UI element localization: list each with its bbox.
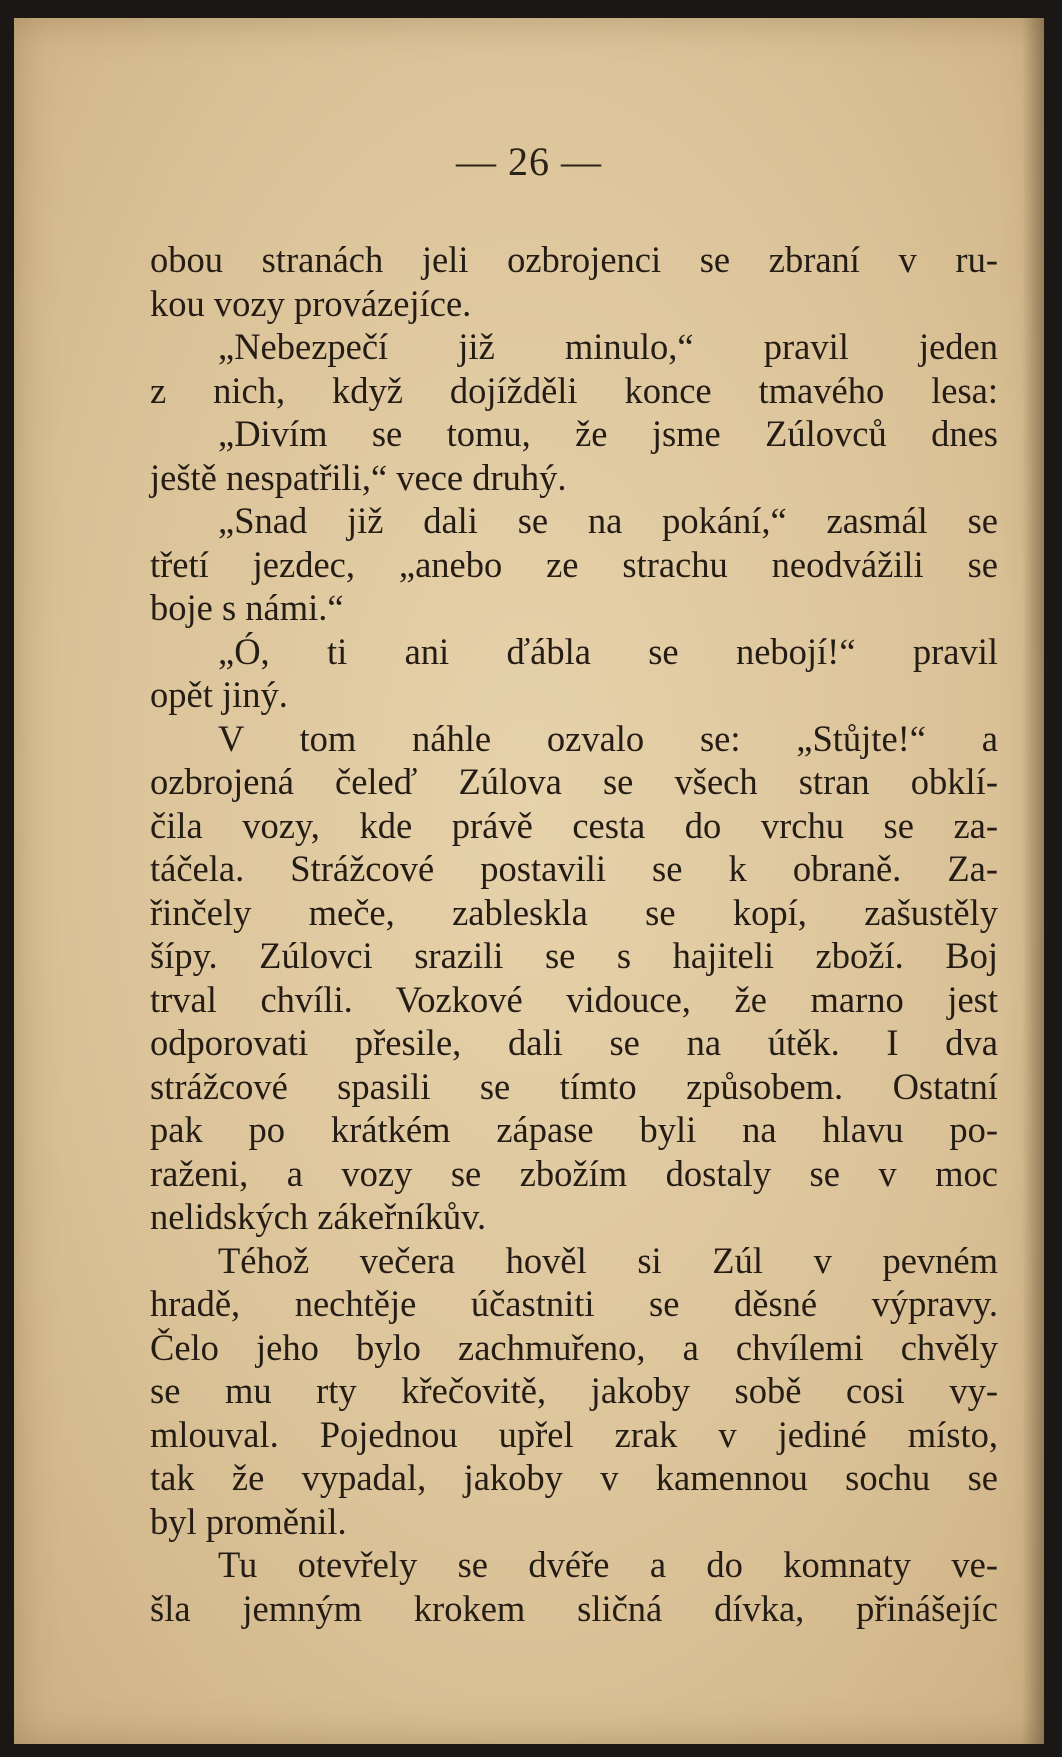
text-line: „Divím se tomu, že jsme Zúlovců dnes xyxy=(218,413,998,454)
book-page xyxy=(14,18,1044,1744)
text-line: řinčely meče, zableskla se kopí, zašustěly xyxy=(150,891,998,933)
text-line: hradě, nechtěje účastniti se děsné výpravy. xyxy=(150,1283,998,1324)
text-line: strážcové spasili se tímto způsobem. Ostatní xyxy=(150,1065,998,1107)
text-line: ozbrojená čeleď Zúlova se všech stran obklí- xyxy=(150,761,998,802)
text-line: „Nebezpečí již minulo,“ pravil jeden xyxy=(218,326,998,367)
text-line: „Ó, ti ani ďábla se nebojí!“ pravil xyxy=(218,630,998,672)
text-line: táčela. Strážcové postavili se k obraně. Za- xyxy=(150,848,998,889)
text-line: byl proměnil. xyxy=(150,1500,347,1542)
text-line: „Snad již dali se na pokání,“ zasmál se xyxy=(218,500,998,541)
text-line: obou stranách jeli ozbrojenci se zbraní v ru- xyxy=(150,239,998,280)
text-line: boje s námi.“ xyxy=(150,587,344,628)
text-line: šípy. Zúlovci srazili se s hajiteli zboží. Boj xyxy=(150,935,998,976)
body-text xyxy=(150,238,998,1630)
text-line: z nich, když dojížděli konce tmavého lesa: xyxy=(150,369,998,411)
text-line: V tom náhle ozvalo se: „Stůjte!“ a xyxy=(218,717,998,759)
text-line: šla jemným krokem sličná dívka, přinášejíc xyxy=(150,1587,998,1629)
text-line: pak po krátkém zápase byli na hlavu po- xyxy=(150,1109,998,1150)
text-line: nelidských zákeřníkův. xyxy=(150,1196,487,1237)
text-line: ještě nespatřili,“ vece druhý. xyxy=(150,456,567,498)
text-line: třetí jezdec, „anebo ze strachu neodvážili se xyxy=(150,543,998,585)
text-line: Tu otevřely se dvéře a do komnaty ve- xyxy=(218,1544,998,1585)
text-line: Čelo jeho bylo zachmuřeno, a chvílemi chvěly xyxy=(150,1326,998,1368)
text-line: raženi, a vozy se zbožím dostaly se v moc xyxy=(150,1152,998,1194)
text-line: mlouval. Pojednou upřel zrak v jediné místo, xyxy=(150,1413,998,1455)
page-spine-shadow xyxy=(1022,18,1044,1744)
text-line: odporovati přesile, dali se na útěk. I dva xyxy=(150,1022,998,1063)
text-line: čila vozy, kde právě cesta do vrchu se za- xyxy=(150,804,998,846)
text-line: tak že vypadal, jakoby v kamennou sochu se xyxy=(150,1457,998,1498)
text-line: Téhož večera hověl si Zúl v pevném xyxy=(218,1239,998,1281)
text-line: opět jiný. xyxy=(150,674,288,715)
text-line: trval chvíli. Vozkové vidouce, že marno jest xyxy=(150,978,998,1020)
text-line: kou vozy provázejíce. xyxy=(150,282,472,324)
page-number: — 26 — xyxy=(456,139,602,184)
text-line: se mu rty křečovitě, jakoby sobě cosi vy- xyxy=(150,1370,998,1411)
